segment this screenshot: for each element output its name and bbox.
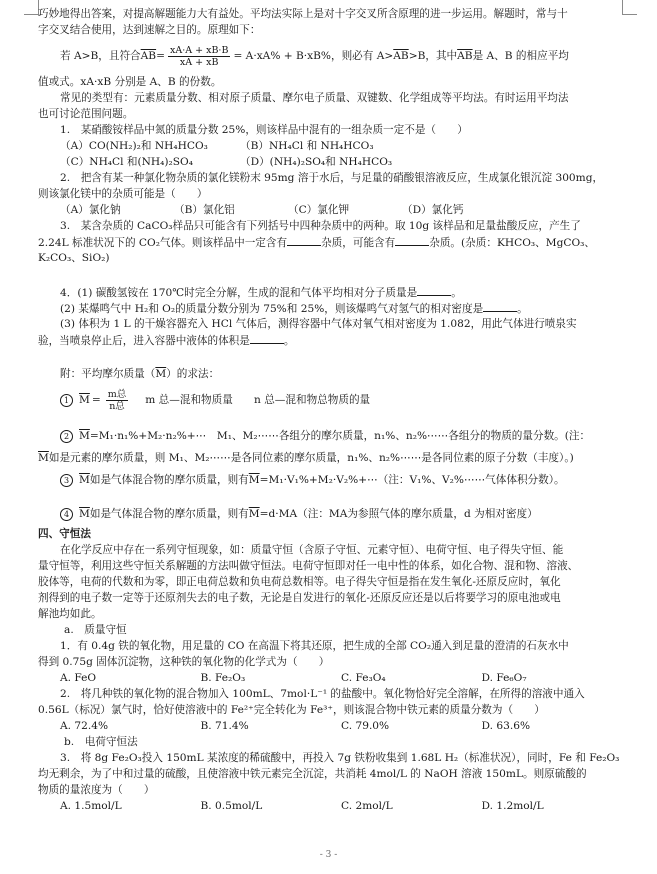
question-b3-options bbox=[38, 798, 622, 814]
method-4-text: 如是气体混合物的摩尔质量，则有 bbox=[89, 508, 249, 520]
answer-blank[interactable] bbox=[395, 234, 429, 246]
method-4-text: =d·MA（注：MA为参照气体的摩尔质量，d 为相对密度） bbox=[259, 508, 538, 520]
option-a: A. 1.5mol/L bbox=[60, 800, 122, 812]
m-bar-symbol: $\overline{M}$ bbox=[79, 508, 90, 520]
question-2: 2. 把含有某一种氯化物杂质的氯化镁粉末 95mg 溶于水后，与足量的硝酸银溶液反应，生成氯化银沉淀 300mg， bbox=[60, 172, 604, 184]
option-b: （B）NH₄Cl 和 NH₄HCO₃ bbox=[240, 140, 374, 152]
m-bar-symbol: $\overline{M}$ bbox=[248, 474, 260, 486]
option-d: （D）氯化钙 bbox=[402, 204, 464, 216]
fraction-numerator: xA·A + xB·B bbox=[169, 44, 229, 56]
m-bar-symbol: $\overline{M}$ bbox=[79, 394, 90, 406]
option-d: D. 1.2mol/L bbox=[481, 800, 544, 812]
q4-text: 4．(1) 碳酸氢铵在 170℃时完全分解，生成的混和气体平均相对分子质量是 bbox=[60, 287, 418, 299]
circled-number: 4 bbox=[60, 508, 73, 521]
question-3: 3. 某含杂质的 CaCO₃样品只可能含有下列括号中四种杂质中的两种。取 10g 该样品和足量盐酸反应，产生了 bbox=[60, 220, 581, 232]
section-heading: 四、守恒法 bbox=[38, 528, 91, 540]
option-b: B. Fe₂O₃ bbox=[200, 672, 246, 684]
option-a: A. FeO bbox=[60, 672, 97, 684]
paragraph-line: 剂得到的电子数一定等于还原剂失去的电子数，无论是自发进行的氧化-还原反应还是以后将要学习的原电池或电 bbox=[38, 592, 561, 604]
equals: = bbox=[91, 394, 101, 406]
answer-blank[interactable] bbox=[417, 284, 451, 296]
m-bar-symbol: $\overline{M}$ bbox=[248, 508, 260, 520]
period: 。 bbox=[451, 287, 462, 299]
q3-text: 2.24L 标准状况下的 CO₂气体。则该样品中一定含有 bbox=[38, 237, 288, 249]
paragraph-line: 常见的类型有：元素质量分数、相对原子质量、摩尔电子质量、双键数、化学组成等平均法。有时运用平均法 bbox=[60, 92, 569, 104]
option-a: A. 72.4% bbox=[60, 720, 109, 732]
method-2 bbox=[38, 428, 622, 444]
method-3-text: 如是气体混合物的摩尔质量，则有 bbox=[89, 474, 249, 486]
q3-text: 杂质，可能含有 bbox=[321, 237, 396, 249]
question-b3-cont: 物质的量浓度为（ ） bbox=[38, 784, 155, 796]
option-c: C. 79.0% bbox=[341, 720, 390, 732]
appendix-text: 附：平均摩尔质量（ bbox=[60, 368, 156, 380]
q4-text: 验，当喷泉停止后，进入容器中液体的体积是 bbox=[38, 335, 250, 347]
question-4a bbox=[38, 284, 622, 300]
question-1-options bbox=[38, 138, 622, 154]
question-2-cont: 则该氯化镁中的杂质可能是（ ） bbox=[38, 188, 208, 200]
formula-fraction bbox=[168, 45, 230, 68]
option-c: （C）NH₄Cl 和(NH₄)₂SO₄ bbox=[60, 156, 193, 168]
method-4 bbox=[38, 506, 622, 522]
answer-blank[interactable] bbox=[287, 234, 321, 246]
option-a: （A）CO(NH₂)₂和 NH₄HCO₃ bbox=[60, 140, 208, 152]
page-corner-mark-left bbox=[24, 0, 39, 15]
m-bar-symbol: $\overline{M}$ bbox=[79, 430, 90, 442]
circled-number: 3 bbox=[60, 474, 73, 487]
question-a1-cont: 得到 0.75g 固体沉淀物，这种铁的氧化物的化学式为（ ） bbox=[38, 656, 330, 668]
m-bar-symbol: $\overline{M}$ bbox=[38, 452, 49, 464]
method-3 bbox=[38, 472, 622, 488]
answer-blank[interactable] bbox=[250, 332, 284, 344]
question-a2-options bbox=[38, 718, 622, 734]
q4-text: (2) 某爆鸣气中 H₂和 O₂的质量分数分别为 75%和 25%，则该爆鸣气对氢气的相对密度是 bbox=[60, 303, 484, 315]
average-formula bbox=[38, 38, 622, 74]
circled-number: 1 bbox=[60, 394, 73, 407]
question-1: 1. 某硝酸铵样品中氮的质量分数 25%，则该样品中混有的一组杂质一定不是（ ） bbox=[60, 124, 468, 136]
page-corner-mark-right bbox=[622, 0, 637, 15]
paragraph-line: 解池均如此。 bbox=[38, 608, 102, 620]
question-1-options bbox=[38, 154, 622, 170]
question-b3-cont: 均无剩余，为了中和过量的硫酸，且使溶液中铁元素完全沉淀，共消耗 4mol/L 的 NaOH 溶液 150mL。则原硫酸的 bbox=[38, 768, 587, 780]
subsection-heading: b. 电荷守恒法 bbox=[64, 736, 138, 748]
question-4c: (3) 体积为 1 L 的干燥容器充入 HCl 气体后，测得容器中气体对氧气相对密度为 1.082，用此气体进行喷泉实 bbox=[60, 318, 577, 330]
answer-blank[interactable] bbox=[483, 300, 517, 312]
document-page bbox=[38, 6, 622, 814]
page-number: - 3 - bbox=[319, 850, 338, 860]
question-2-options bbox=[38, 202, 622, 218]
formula-eq: = bbox=[156, 50, 165, 62]
option-d: D. 63.6% bbox=[481, 720, 531, 732]
question-b3: 3. 将 8g Fe₂O₃投入 150mL 某浓度的稀硫酸中，再投入 7g 铁粉收集到 1.68L H₂（标准状况），同时，Fe 和 Fe₂O₃ bbox=[60, 752, 620, 764]
question-4d bbox=[38, 332, 622, 348]
period: 。 bbox=[517, 303, 528, 315]
m-over-n-fraction bbox=[106, 389, 129, 412]
appendix-title bbox=[38, 366, 622, 382]
fraction-denominator: xA + xB bbox=[179, 56, 219, 68]
question-a1-options bbox=[38, 670, 622, 686]
fraction-denominator: n总 bbox=[109, 400, 125, 412]
formula-result: = A·xA% + B·xB%，则必有 A> bbox=[233, 50, 394, 62]
question-3-cont bbox=[38, 234, 622, 250]
option-c: （C）氯化钾 bbox=[288, 204, 350, 216]
m-bar-symbol: $\overline{M}$ bbox=[79, 474, 90, 486]
question-a1: 1．有 0.4g 铁的氧化物，用足量的 CO 在高温下将其还原，把生成的全部 CO₂通入到足量的澄清的石灰水中 bbox=[60, 640, 569, 652]
question-a2: 2. 将几种铁的氧化物的混合物加入 100mL、7mol·L⁻¹ 的盐酸中。氧化物恰好完全溶解，在所得的溶液中通入 bbox=[60, 688, 585, 700]
option-b: （B）氯化铝 bbox=[174, 204, 235, 216]
question-4b bbox=[38, 300, 622, 316]
q3-text: 杂质。(杂质：KHCO₃、MgCO₃、 bbox=[429, 237, 595, 249]
option-b: B. 71.4% bbox=[200, 720, 249, 732]
formula-ab-bar: $\overline{AB}$ bbox=[140, 50, 157, 62]
paragraph-line: 巧妙地得出答案，对提高解题能力大有益处。平均法实际上是对十字交叉所含原理的进一步运用。解题时，常与十 bbox=[38, 8, 568, 20]
method-2-text: =M₁·n₁%+M₂·n₂%+⋯ M₁、M₂⋯⋯各组分的摩尔质量，n₁%、n₂%⋯⋯各组分的物质的量分数。(注： bbox=[89, 430, 591, 442]
question-3-cont: K₂CO₃、SiO₂) bbox=[38, 252, 110, 264]
question-a2-cont: 0.56L（标况）氯气时，恰好使溶液中的 Fe²⁺完全转化为 Fe³⁺，则该混合物中铁元素的质量分数为（ ） bbox=[38, 704, 545, 716]
formula-ab-bar: $\overline{AB}$ bbox=[457, 50, 473, 62]
paragraph-line: 量守恒等，利用这些守恒关系解题的方法叫做守恒法。电荷守恒即对任一电中性的体系，如化合物、混和物、溶液、 bbox=[38, 560, 579, 572]
paragraph-line: 值或式。xA·xB 分别是 A、B 的份数。 bbox=[38, 76, 222, 88]
m-bar-symbol: $\overline{M}$ bbox=[155, 368, 167, 380]
option-c: C. Fe₃O₄ bbox=[341, 672, 386, 684]
formula-result-3: 是 A、B 的相应平均 bbox=[472, 50, 569, 62]
option-c: C. 2mol/L bbox=[341, 800, 393, 812]
paragraph-line: 也可讨论范围问题。 bbox=[38, 108, 134, 120]
paragraph-line: 在化学反应中存在一系列守恒现象，如：质量守恒（含原子守恒、元素守恒）、电荷守恒、电子得失守恒、能 bbox=[60, 544, 564, 556]
option-a: （A）氯化钠 bbox=[60, 204, 121, 216]
paragraph-line: 字交叉结合使用，达到速解之目的。原理如下： bbox=[38, 24, 261, 36]
option-d: D. Fe₆O₇ bbox=[481, 672, 527, 684]
method-1-text: m 总—混和物质量 n 总—混和物总物质的量 bbox=[145, 394, 371, 406]
formula-ab-bar: $\overline{AB}$ bbox=[393, 50, 409, 62]
subsection-heading: a. 质量守恒 bbox=[64, 624, 127, 636]
circled-number: 2 bbox=[60, 430, 73, 443]
method-2-cont bbox=[38, 450, 622, 466]
method-3-text: =M₁·V₁%+M₂·V₂%+⋯（注：V₁%、V₂%⋯⋯气体体积分数）。 bbox=[259, 474, 565, 486]
option-b: B. 0.5mol/L bbox=[200, 800, 263, 812]
appendix-text: ）的求法： bbox=[166, 368, 220, 380]
formula-result-2: >B，其中 bbox=[408, 50, 458, 62]
option-d: （D）(NH₄)₂SO₄和 NH₄HCO₃ bbox=[240, 156, 393, 168]
fraction-numerator: m总 bbox=[107, 388, 127, 400]
method-2-text: 如是元素的摩尔质量，则 M₁、M₂⋯⋯是各同位素的摩尔质量，n₁%、n₂%⋯⋯是各同位素的原子分数（丰度）。) bbox=[48, 452, 574, 464]
method-1 bbox=[38, 382, 622, 418]
period: 。 bbox=[283, 335, 295, 347]
formula-prefix: 若 A>B，且符合 bbox=[60, 50, 141, 62]
paragraph-line: 胶体等，电荷的代数和为零，即正电荷总数和负电荷总数相等。电子得失守恒是指在发生氧化-还原反应时，氧化 bbox=[38, 576, 561, 588]
